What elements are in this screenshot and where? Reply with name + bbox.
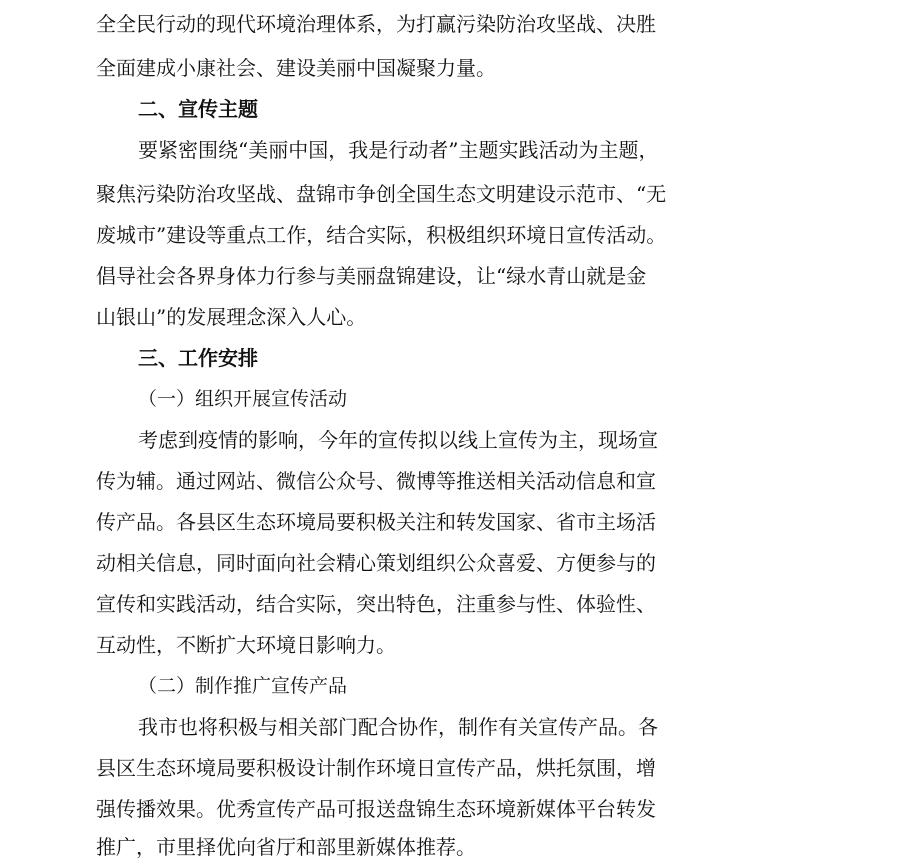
intro-line: 全面建成小康社会、建设美丽中国凝聚力量。 — [96, 56, 496, 80]
paragraph-line: 动相关信息，同时面向社会精心策划组织公众喜爱、方便参与的 — [96, 551, 656, 575]
paragraph-line: 山银山”的发展理念深入人心。 — [96, 305, 367, 329]
paragraph-line: 废城市”建设等重点工作，结合实际，积极组织环境日宣传活动。 — [96, 223, 667, 247]
paragraph-line: 我市也将积极与相关部门配合协作，制作有关宣传产品。各 — [138, 715, 658, 739]
intro-line: 全全民行动的现代环境治理体系，为打赢污染防治攻坚战、决胜 — [96, 12, 656, 36]
section-heading-theme: 二、宣传主题 — [138, 97, 258, 121]
paragraph-line: 互动性，不断扩大环境日影响力。 — [96, 633, 396, 657]
paragraph-line: 强传播效果。优秀宣传产品可报送盘锦生态环境新媒体平台转发 — [96, 797, 656, 821]
subsection-heading-activities: （一）组织开展宣传活动 — [138, 388, 348, 410]
paragraph-line: 传产品。各县区生态环境局要积极关注和转发国家、省市主场活 — [96, 510, 656, 534]
paragraph-line: 倡导社会各界身体力行参与美丽盘锦建设，让“绿水青山就是金 — [96, 264, 647, 288]
paragraph-line: 县区生态环境局要积极设计制作环境日宣传产品，烘托氛围，增 — [96, 756, 656, 780]
section-heading-work-plan: 三、工作安排 — [138, 346, 258, 370]
paragraph-line: 要紧密围绕“美丽中国，我是行动者”主题实践活动为主题， — [138, 138, 659, 162]
paragraph-line: 考虑到疫情的影响，今年的宣传拟以线上宣传为主，现场宣 — [138, 428, 658, 452]
paragraph-line: 推广，市里择优向省厅和部里新媒体推荐。 — [96, 835, 476, 859]
subsection-heading-products: （二）制作推广宣传产品 — [138, 675, 348, 697]
paragraph-line: 传为辅。通过网站、微信公众号、微博等推送相关活动信息和宣 — [96, 469, 656, 493]
paragraph-line: 聚焦污染防治攻坚战、盘锦市争创全国生态文明建设示范市、“无 — [96, 182, 667, 206]
paragraph-line: 宣传和实践活动，结合实际，突出特色，注重参与性、体验性、 — [96, 592, 656, 616]
